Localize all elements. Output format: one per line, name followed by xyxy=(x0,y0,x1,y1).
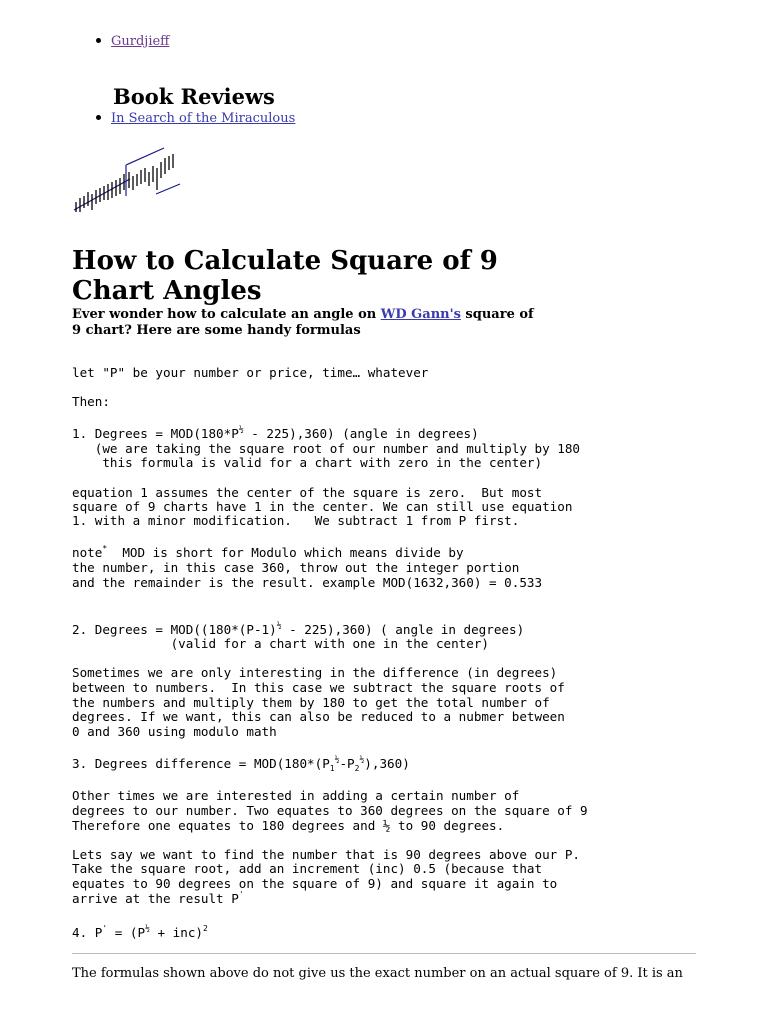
divider xyxy=(72,953,696,954)
eq4-part-b: = (P xyxy=(107,925,146,940)
para3-line-1: Other times we are interested in adding a certain number of xyxy=(72,788,520,803)
note-word: note xyxy=(72,545,103,560)
note-text: MOD is short for Modulo which means divide by xyxy=(107,545,464,560)
para1-line-3: 1. with a minor modification. We subtract 1 from P first. xyxy=(72,513,520,528)
intro-text: Ever wonder how to calculate an angle on xyxy=(72,307,381,322)
sidebar-item-review xyxy=(96,111,295,126)
eq3-part-a: 3. Degrees difference = MOD(180*(P xyxy=(72,756,330,771)
squared-exponent: 2 xyxy=(203,924,208,933)
eq1-part-b: - 225),360) (angle in degrees) xyxy=(243,426,479,441)
book-reviews-heading: Book Reviews xyxy=(113,84,275,109)
para1-line-1: equation 1 assumes the center of the square is zero. But most xyxy=(72,485,543,500)
channel-line-bottom xyxy=(156,184,180,194)
channel-line-lower xyxy=(74,179,130,210)
para3-line-2: degrees to our number. Two equates to 360 degrees on the square of 9 xyxy=(72,803,588,818)
half-exponent: ½ xyxy=(334,755,340,764)
half-exponent: ½ xyxy=(238,425,244,434)
subscript-1: 1 xyxy=(329,764,335,773)
para4-text: arrive at the result P xyxy=(72,891,239,906)
sidebar-item-gurdjieff xyxy=(96,34,169,49)
para2-line-4: degrees. If we want, this can also be reduced to a nubmer between xyxy=(72,709,565,724)
para2-line-5: 0 and 360 using modulo math xyxy=(72,724,277,739)
intro-text-after: square of 9 chart? Here are some handy formulas xyxy=(72,307,534,338)
half-exponent: ½ xyxy=(359,755,365,764)
half-symbol: ½ xyxy=(382,818,391,833)
channel-line-upper xyxy=(126,148,164,165)
let-line: let "P" be your number or price, time… whatever xyxy=(72,365,429,380)
note-line-1 xyxy=(72,546,464,561)
eq2-note: (valid for a chart with one in the center) xyxy=(72,636,490,651)
equation-4 xyxy=(72,926,208,941)
intro-paragraph xyxy=(72,307,542,339)
eq1-note-2: this formula is valid for a chart with zero in the center) xyxy=(72,455,543,470)
eq2-part-b: - 225),360) ( angle in degrees) xyxy=(281,622,525,637)
para4-line-3: equates to 90 degrees on the square of 9) and square it again to xyxy=(72,876,558,891)
eq2-part-a: 2. Degrees = MOD((180*(P-1) xyxy=(72,622,277,637)
in-search-link[interactable]: In Search of the Miraculous xyxy=(111,111,296,126)
bullet-icon xyxy=(96,38,101,43)
equation-1 xyxy=(72,427,479,442)
minus-p: -P xyxy=(339,756,355,771)
para2-line-2: between to numbers. In this case we subtract the square roots of xyxy=(72,680,565,695)
eq4-part-c: + inc) xyxy=(149,925,203,940)
para4-line-2: Take the square root, add an increment (inc) 0.5 (because that xyxy=(72,861,543,876)
eq1-note-1: (we are taking the square root of our number and multiply by 180 xyxy=(72,441,580,456)
page-title: How to Calculate Square of 9 Chart Angles xyxy=(72,246,498,306)
equation-3 xyxy=(72,757,410,772)
para3-line-3 xyxy=(72,819,504,834)
note-line-3: and the remainder is the result. example MOD(1632,360) = 0.533 xyxy=(72,575,543,590)
para2-line-1: Sometimes we are only interesting in the difference (in degrees) xyxy=(72,665,558,680)
then-line: Then: xyxy=(72,394,110,409)
half-exponent: ½ xyxy=(276,621,282,630)
eq4-part-a: 4. P xyxy=(72,925,103,940)
note-line-2: the number, in this case 360, throw out the integer portion xyxy=(72,560,520,575)
bullet-icon xyxy=(96,115,101,120)
eq3-part-b: ),360) xyxy=(364,756,410,771)
para2-line-3: the numbers and multiply them by 180 to get the total number of xyxy=(72,695,550,710)
eq1-part-a: 1. Degrees = MOD(180*P xyxy=(72,426,239,441)
subscript-2: 2 xyxy=(354,764,360,773)
prime-mark: ' xyxy=(238,890,244,899)
stock-chart-logo-icon xyxy=(72,146,184,216)
price-bars xyxy=(76,154,173,212)
prime-mark: ' xyxy=(102,924,108,933)
note-star: * xyxy=(102,544,108,553)
half-exponent: ½ xyxy=(145,924,150,933)
gurdjieff-link[interactable]: Gurdjieff xyxy=(111,34,170,49)
para3-text-b: to 90 degrees. xyxy=(390,818,505,833)
footer-paragraph: The formulas shown above do not give us the exact number on an actual square of 9. It is an xyxy=(72,966,683,981)
para3-text-a: Therefore one equates to 180 degrees and xyxy=(72,818,383,833)
para1-line-2: square of 9 charts have 1 in the center. We can still use equation xyxy=(72,499,573,514)
para4-line-1: Lets say we want to find the number that is 90 degrees above our P. xyxy=(72,847,580,862)
wd-gann-link[interactable]: WD Gann's xyxy=(380,307,461,322)
para4-line-4 xyxy=(72,892,244,907)
